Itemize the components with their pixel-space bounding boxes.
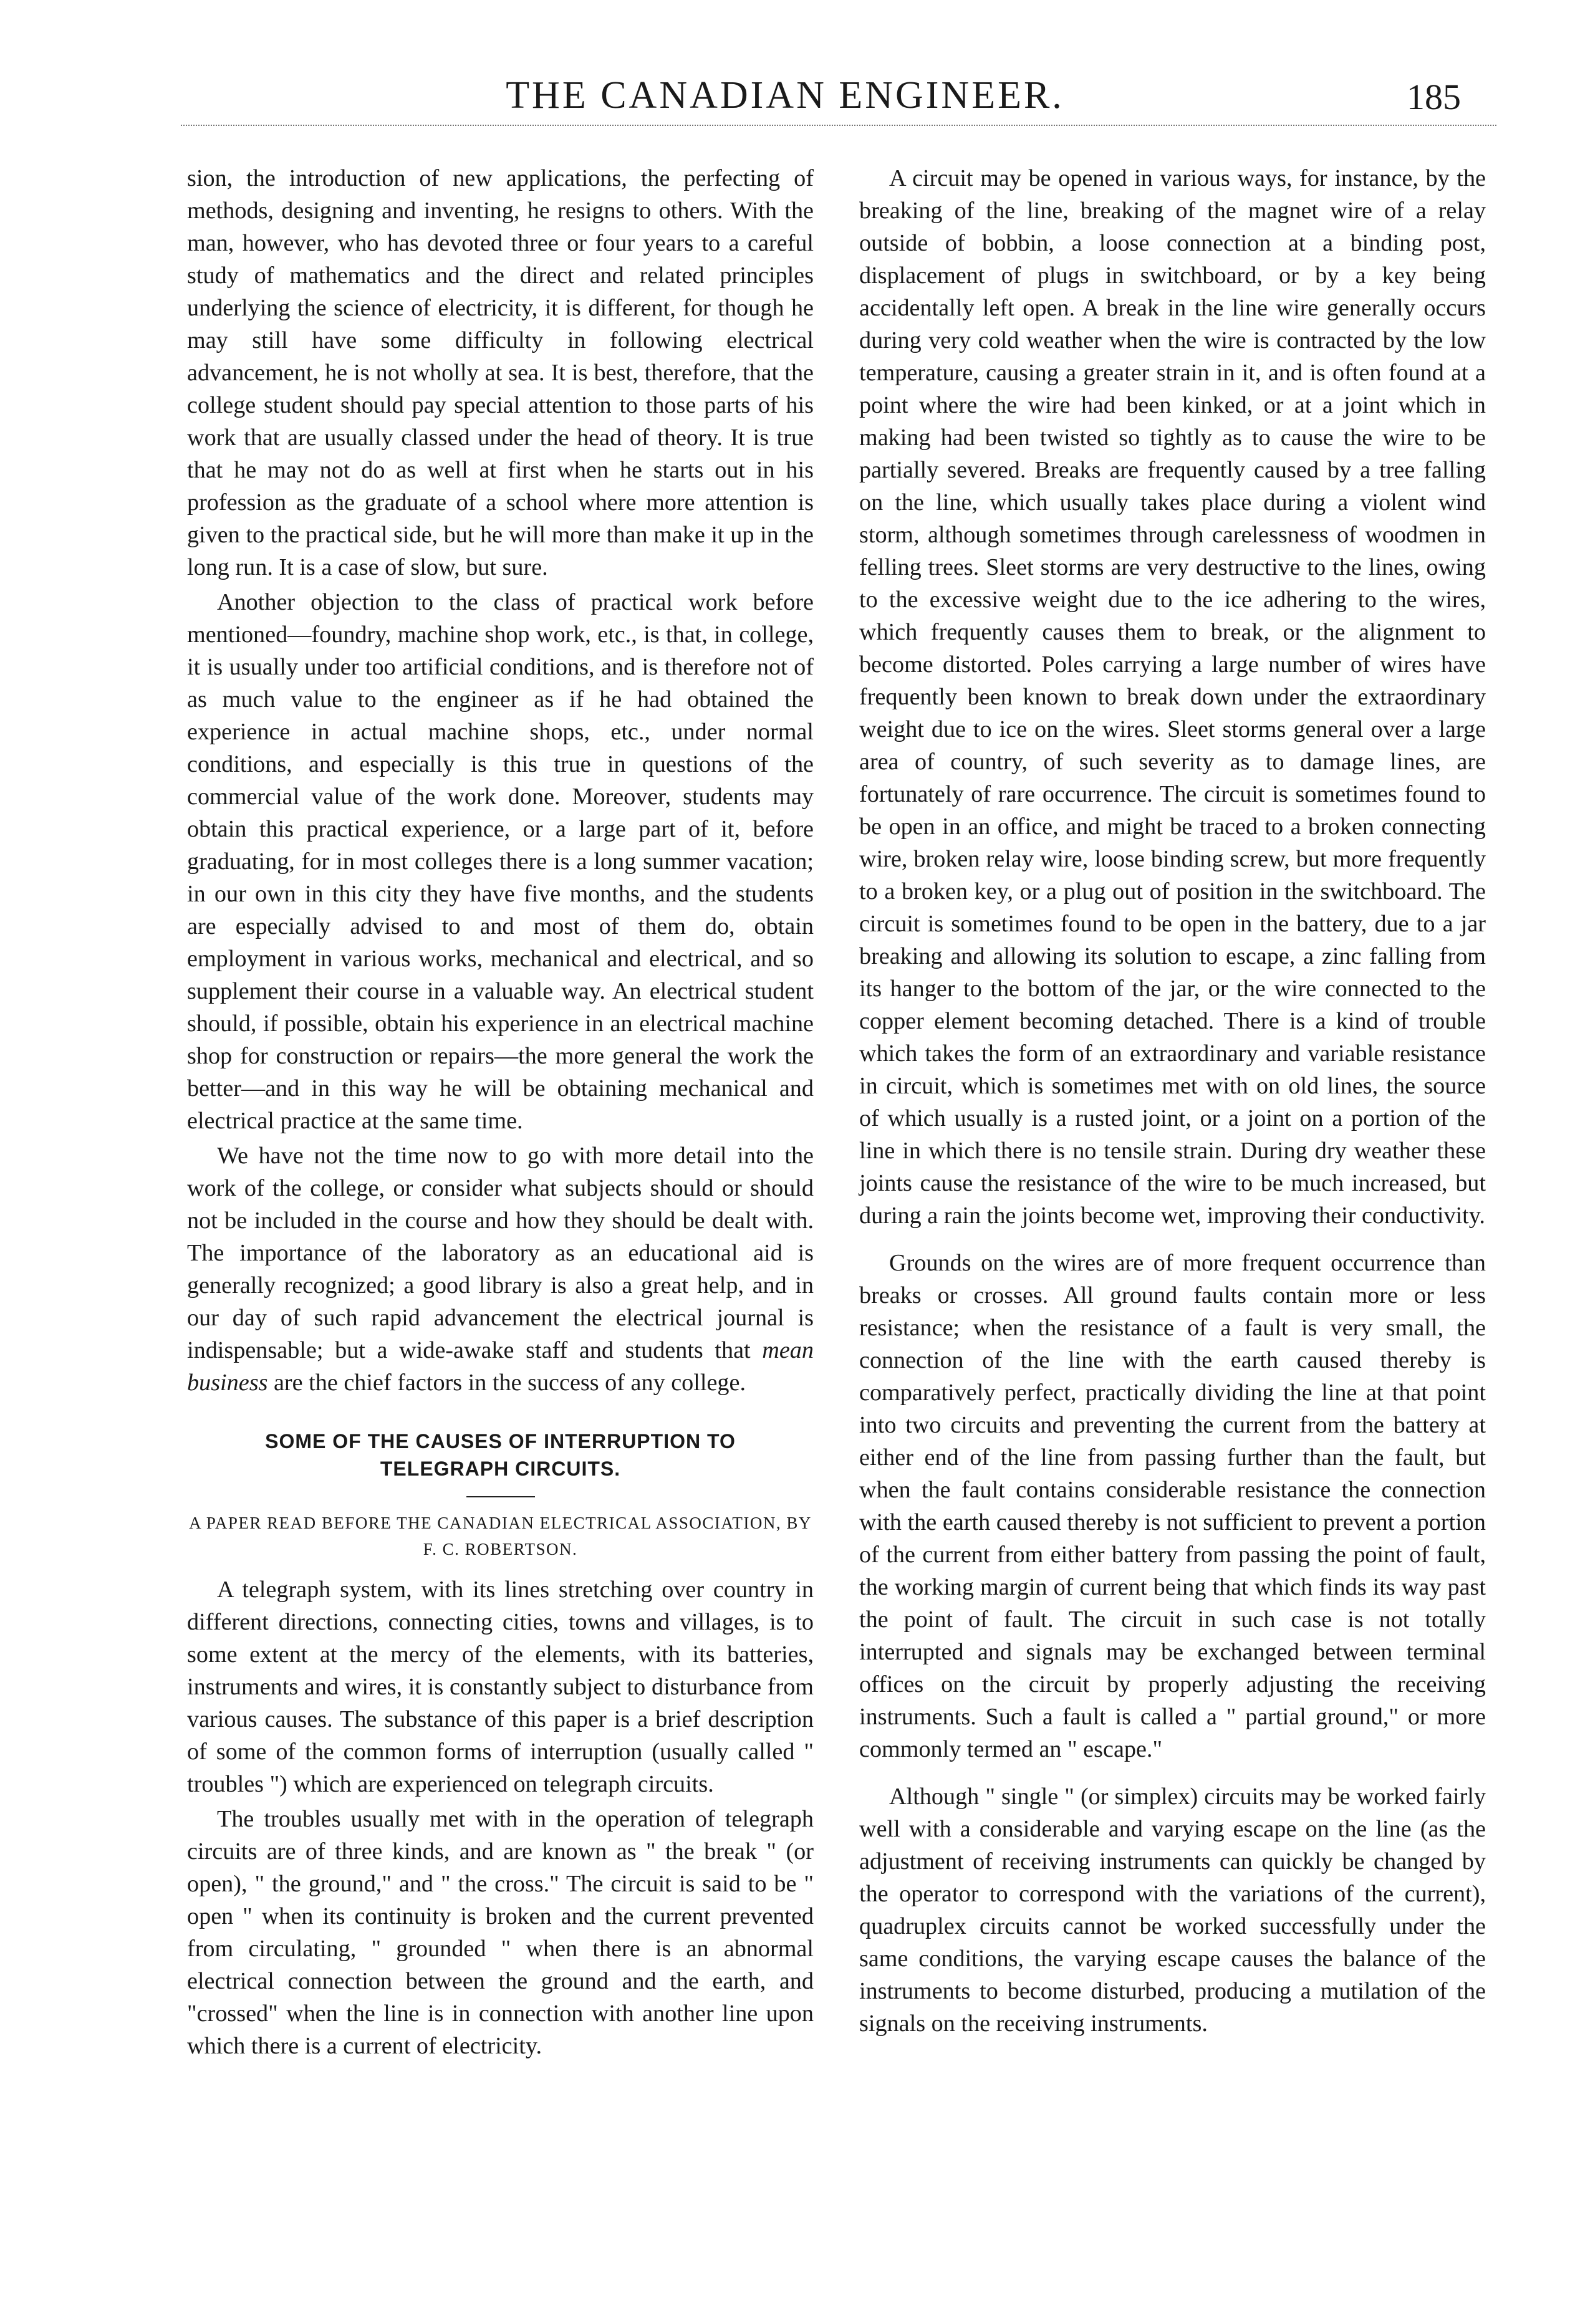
paragraph: A circuit may be opened in various ways, for instance, by the breaking of the line, breaking of the magnet wire of a relay outside of bobbin, a loose connection at a binding post, displacement of plugs in switchboard, or by a key being accidentally left open. A break in the line wire generally occurs during very cold weather when the wire is contracted by the low temperature, causing a greater strain in it, and is often found at a point where the wire had been kinked, or at a joint which in making had been twisted so tightly as to cause the wire to be partially severed. Breaks are frequently caused by a tree falling on the line, which usually takes place during a violent wind storm, although sometimes through carelessness of woodmen in felling trees. Sleet storms are very destructive to the lines, owing to the excessive weight due to the ice adhering to the wires, which frequently causes them to break, or the alignment to become distorted. Poles carrying a large number of wires have frequently been known to break down under the extraordinary weight due to ice on the wires. Sleet storms general over a large area of country, of such severity as to damage lines, are fortunately of rare occurrence. The circuit is sometimes found to be open in an office, and might be traced to a broken connecting wire, broken relay wire, loose binding screw, but more frequently to a broken key, or a plug out of position in the switchboard. The circuit is sometimes found to be open in the battery, due to a jar breaking and allowing its solution to escape, a zinc falling from its hanger to the bottom of the jar, or the wire connected to the copper element becoming detached. There is a kind of trouble which takes the form of an extraordinary and variable resistance in circuit, which is sometimes met with on old lines, the source of which usually is a rusted joint, or a joint on a portion of the line in which there is no tensile strain. During dry weather these joints cause the resistance of the wire to be much increased, but during a rain the joints become wet, improving their conductivity. — [859, 165, 1486, 1229]
paragraph: Another objection to the class of practical work before mentioned—foundry, machine shop work, etc., is that, in college, it is usually under too artificial conditions, and is therefore not of as much value to the engineer as if he had obtained the experience in actual machine shops, etc., under normal conditions, and especially is this true in questions of the commercial value of the work done. Moreover, students may obtain this practical experience, or a large part of it, before graduating, for in most colleges there is a long summer vacation; in our own in this city they have five months, and the students are especially advised to and most of them do, obtain employment in various works, mechanical and electrical, and so supplement their course in a valuable way. An electrical student should, if possible, obtain his experience in an electrical machine shop for construction or repairs—the more general the work the better—and in this way he will be obtaining mechanical and electrical practice at the same time. — [187, 589, 814, 1134]
running-title: THE CANADIAN ENGINEER. — [506, 74, 1064, 117]
byline: A PAPER READ BEFORE THE CANADIAN ELECTRICAL ASSOCIATION, BY F. C. ROBERTSON. — [189, 1514, 812, 1558]
paragraph: We have not the time now to go with more detail into the work of the college, or consider what subjects should or should not be included in the course and how they should be dealt with. The importance of the laboratory as an educational aid is generally recognized; a good library is also a great help, and in our day of such rapid advancement the electrical journal is indispensable; but a wide-awake staff and students that mean business are the chief factors in the success of any college. — [187, 1143, 814, 1396]
right-column — [859, 162, 1486, 2040]
article-title: SOME OF THE CAUSES OF INTERRUPTION TO TELEGRAPH CIRCUITS. — [265, 1430, 736, 1480]
paragraph: A telegraph system, with its lines stretching over country in different directions, connecting cities, towns and villages, is to some extent at the mercy of the elements, with its batteries, instruments and wires, it is constantly subject to disturbance from various causes. The substance of this paper is a brief description of some of the common forms of interruption (usually called " troubles ") which are experienced on telegraph circuits. — [187, 1577, 814, 1797]
paragraph: The troubles usually met with in the operation of telegraph circuits are of three kinds, and are known as " the break " (or open), " the ground," and " the cross." The circuit is said to be " open " when its continuity is broken and the current prevented from circulating, " grounded " when there is an abnormal electrical connection between the ground and the earth, and "crossed" when the line is in connection with another line upon which there is a current of electricity. — [187, 1806, 814, 2059]
left-column — [187, 162, 814, 2062]
page-number: 185 — [1407, 77, 1461, 117]
header-rule — [181, 125, 1496, 126]
title-rule — [466, 1496, 535, 1497]
emphasis: mean business — [187, 1337, 814, 1396]
page-header — [0, 74, 1570, 123]
paragraph: sion, the introduction of new applications, the perfecting of methods, designing and inventing, he resigns to others. With the man, however, who has devoted three or four years to a careful study of mathematics and the direct and related principles underlying the science of electricity, it is different, for though he may still have some difficulty in following electrical advancement, he is not wholly at sea. It is best, therefore, that the college student should pay special attention to those parts of his work that are usually classed under the head of theory. It is true that he may not do as well at first when he starts out in his profession as the graduate of a school where more attention is given to the practical side, but he will more than make it up in the long run. It is a case of slow, but sure. — [187, 165, 814, 580]
paragraph: Although " single " (or simplex) circuits may be worked fairly well with a considerable and varying escape on the line (as the adjustment of receiving instruments can quickly be changed by the operator to correspond with the variations of the current), quadruplex circuits cannot be worked successfully under the same conditions, the varying escape causes the balance of the instruments to become disturbed, producing a mutilation of the signals on the receiving instruments. — [859, 1784, 1486, 2037]
paragraph: Grounds on the wires are of more frequent occurrence than breaks or crosses. All ground faults contain more or less resistance; when the resistance of a fault is very small, the connection of the line with the earth caused thereby is comparatively perfect, practically dividing the line at that point into two circuits and preventing the current from the battery at either end of the line from passing further than the fault, but when the fault contains considerable resistance the connection with the earth caused thereby is not sufficient to prevent a portion of the current from either battery from passing the point of fault, the working margin of current being that which finds its way past the point of fault. The circuit in such case is not totally interrupted and signals may be exchanged between terminal offices on the circuit by properly adjusting the receiving instruments. Such a fault is called a " partial ground," or more commonly termed an " escape." — [859, 1250, 1486, 1762]
